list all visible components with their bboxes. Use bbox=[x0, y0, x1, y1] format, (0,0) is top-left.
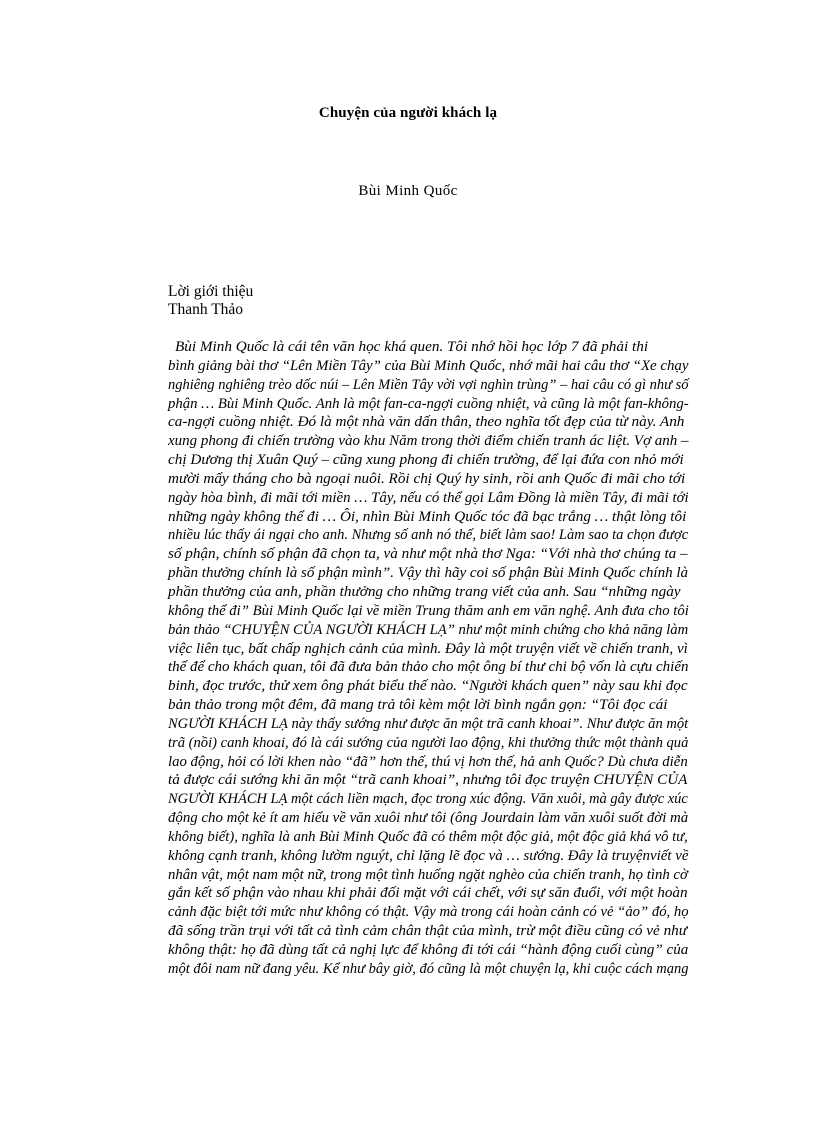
body-line: NGƯỜI KHÁCH LẠ này thấy sướng như được ăn một trã canh khoai”. Như được ăn một bbox=[168, 715, 689, 732]
document-author: Bùi Minh Quốc bbox=[358, 183, 458, 199]
body-line: đã sống trần trụi với tất cả tình cảm chân thật của mình, trừ một điều cũng có vẻ như bbox=[168, 922, 688, 940]
intro-author: Thanh Thảo bbox=[168, 301, 244, 318]
document-title: Chuyện của người khách lạ bbox=[318, 105, 498, 121]
body-line: không cạnh tranh, không lườm nguýt, chỉ lặng lẽ đọc và … sướng. Đây là truyệnviết về bbox=[168, 847, 689, 864]
body-line: lao động, hỏi có lời khen nào “đã” hơn thế, thú vị hơn thế, hả anh Quốc? Dù chưa diễn bbox=[168, 753, 688, 770]
body-line: việc liên tục, bất chấp nghịch cảnh của mình. Đây là một truyện viết về chiến tranh, vì bbox=[168, 640, 688, 657]
body-line: một đôi nam nữ đang yêu. Kể như bây giờ, đó cũng là một chuyện lạ, khi cuộc cách mạng bbox=[168, 960, 689, 977]
body-line: mười mấy tháng cho bà ngoại nuôi. Rồi chị Quý hy sinh, rồi anh Quốc đi mãi cho tới bbox=[168, 469, 686, 487]
body-line: không thật: họ đã dùng tất cả nghị lực để không đi tới cái “hành động cuối cùng” của bbox=[168, 942, 689, 958]
body-line: ca-ngợi cuồng nhiệt. Đó là một nhà văn dấn thân, theo nghĩa tốt đẹp của từ này. Anh bbox=[168, 413, 685, 431]
intro-heading: Lời giới thiệu bbox=[168, 283, 254, 300]
body-line: nghiêng nghiêng trèo dốc núi – Lên Miền Tây vời vợi nghìn trùng” – hai câu có gì như số bbox=[168, 376, 689, 393]
body-paragraph bbox=[168, 338, 688, 979]
body-line: bản thảo “CHUYỆN CỦA NGƯỜI KHÁCH LẠ” như một minh chứng cho khả năng làm bbox=[168, 621, 689, 638]
body-line: nhân vật, một nam một nữ, trong một tình huống ngặt nghèo của chiến tranh, họ tình cờ bbox=[168, 866, 688, 883]
body-line: nhiều lúc thấy ái ngại cho anh. Nhưng số anh nó thế, biết làm sao! Làm sao ta chọn được bbox=[168, 527, 689, 544]
body-line: cảnh đặc biệt tới mức như không có thật. Vậy mà trong cái hoàn cảnh có vẻ “ảo” đó, họ bbox=[168, 904, 689, 921]
body-line: thế để cho khách quan, tôi đã đưa bản thảo cho một ông bí thư chi bộ vốn là cựu chiến bbox=[168, 659, 689, 676]
body-line: động cho một kẻ ít am hiểu về văn xuôi như tôi (ông Jourdain làm văn xuôi suốt đời mà bbox=[168, 810, 689, 827]
body-line: không biết), nghĩa là anh Bùi Minh Quốc đã có thêm một độc giả, một độc giả khá vô tư, bbox=[168, 828, 688, 845]
body-line: những ngày không thể đi … Ôi, nhìn Bùi Minh Quốc tóc đã bạc trắng … thật lòng tôi bbox=[168, 507, 687, 525]
body-line: gắn kết số phận vào nhau khi phải đối mặt với cái chết, với sự săn đuổi, với một hoàn bbox=[168, 884, 688, 902]
body-line: chị Dương thị Xuân Quý – cũng xung phong đi chiến trường, để lại đứa con nhỏ mới bbox=[168, 451, 684, 469]
body-line: phần thưởng chính là số phận mình”. Vậy thì hãy coi số phận Bùi Minh Quốc chính là bbox=[168, 565, 689, 582]
body-line: phận … Bùi Minh Quốc. Anh là một fan-ca-ngợi cuồng nhiệt, và cũng là một fan-không- bbox=[168, 395, 689, 412]
body-line: binh, đọc trước, thử xem ông phát biểu thế nào. “Người khách quen” này sau khi đọc bbox=[168, 677, 688, 695]
body-line: xung phong đi chiến trường vào khu Năm trong thời điểm chiến tranh ác liệt. Vợ anh – bbox=[168, 433, 689, 450]
body-line: tả được cái sướng khi ăn một “trã canh khoai”, nhưng tôi đọc truyện CHUYỆN CỦA bbox=[168, 771, 688, 789]
body-line: không thể đi” Bùi Minh Quốc lại về miền Trung thăm anh em văn nghệ. Anh đưa cho tôi bbox=[168, 602, 689, 619]
body-line: ngày hòa bình, đi mãi tới miền … Tây, nếu có thể gọi Lâm Đồng là miền Tây, đi mãi tới bbox=[168, 489, 689, 506]
body-line: Bùi Minh Quốc là cái tên văn học khá quen. Tôi nhớ hồi học lớp 7 đã phải thi bbox=[175, 338, 649, 355]
body-line: trã (nồi) canh khoai, đó là cái sướng của người lao động, khi thưởng thức một thành quả bbox=[168, 734, 689, 751]
body-line: bình giảng bài thơ “Lên Miền Tây” của Bùi Minh Quốc, nhớ mãi hai câu thơ “Xe chạy bbox=[168, 357, 689, 374]
body-line: phần thưởng của anh, phần thưởng cho những trang viết của anh. Sau “những ngày bbox=[168, 582, 681, 600]
body-line: số phận, chính số phận đã chọn ta, và như một nhà thơ Nga: “Với nhà thơ chúng ta – bbox=[168, 545, 688, 563]
body-line: NGƯỜI KHÁCH LẠ một cách liền mạch, đọc trong xúc động. Văn xuôi, mà gây được xúc bbox=[168, 791, 688, 808]
body-line: bản thảo trong một đêm, đã mang trả tôi kèm một lời bình ngắn gọn: “Tôi đọc cái bbox=[168, 696, 668, 714]
